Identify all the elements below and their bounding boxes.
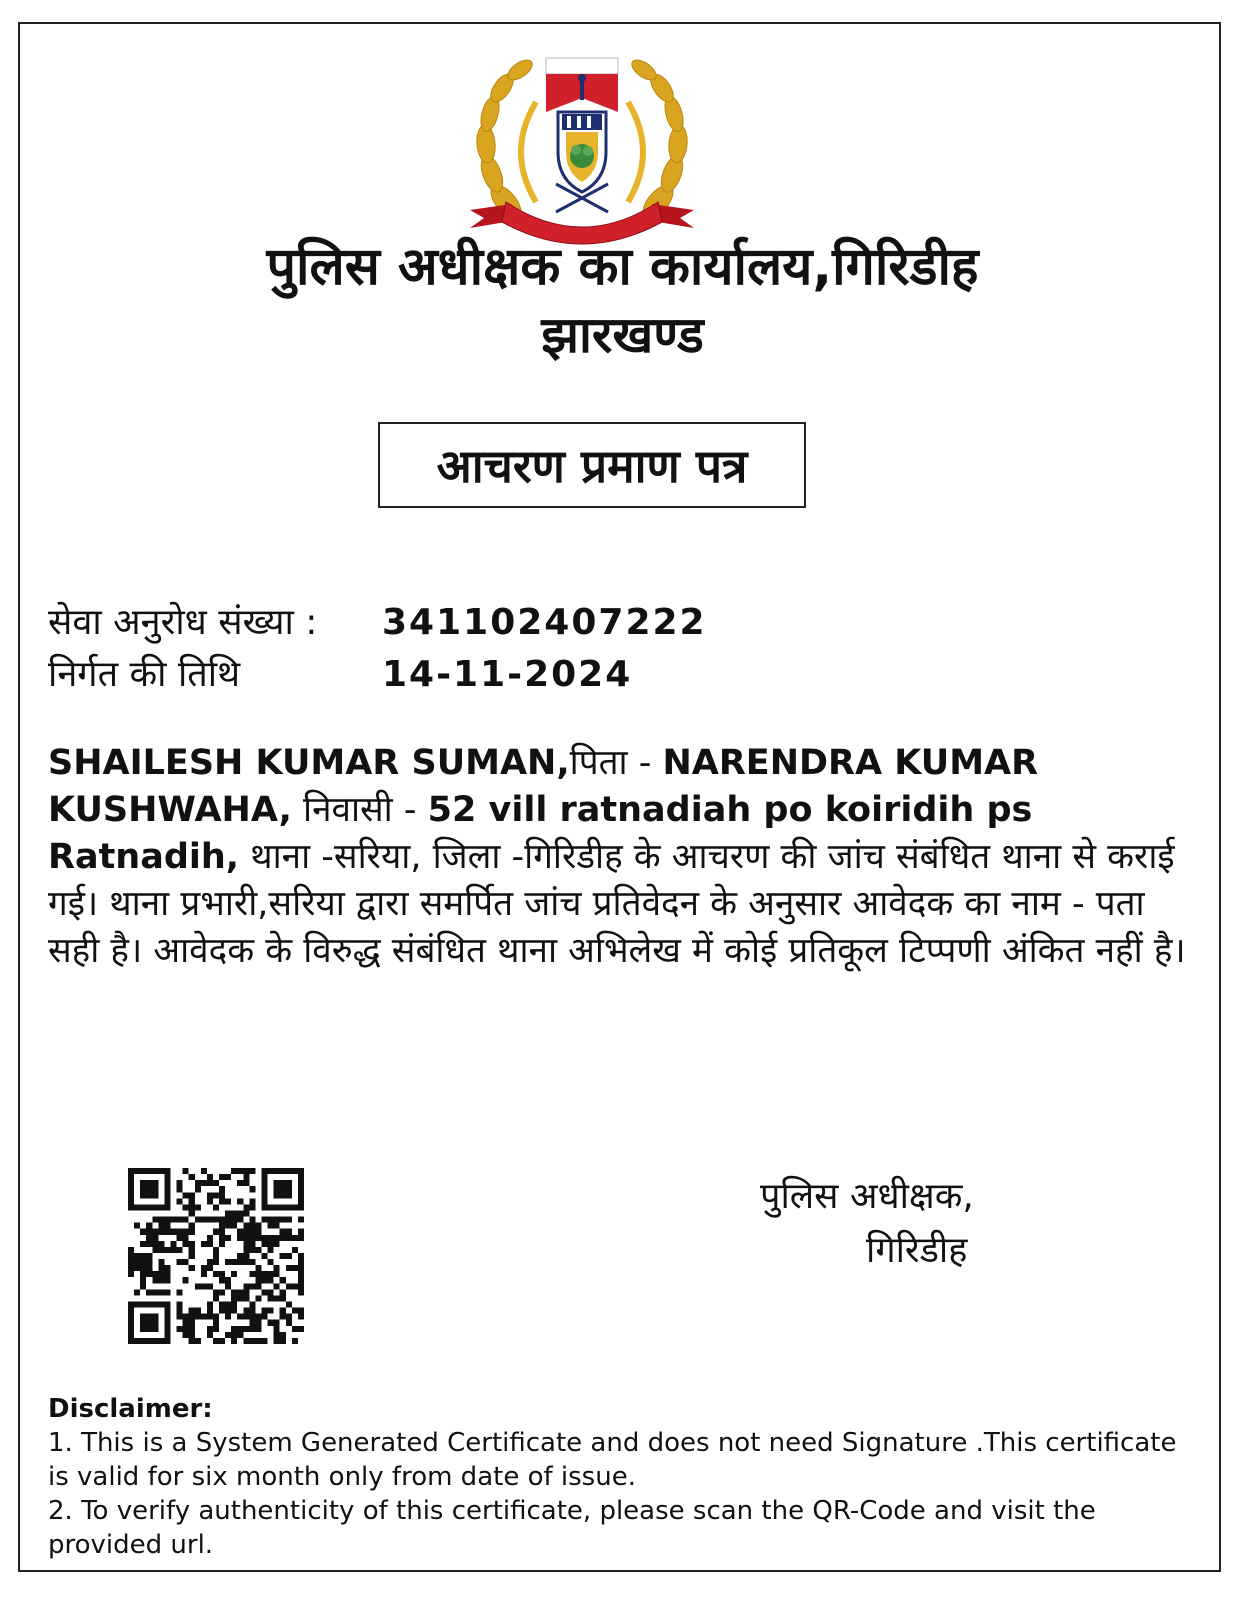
signatory-location: गिरिडीह	[866, 1230, 968, 1271]
service-request-number: 341102407222	[382, 602, 707, 643]
disclaimer-heading: Disclaimer:	[48, 1394, 213, 1424]
service-request-row	[48, 600, 707, 646]
service-request-label: सेवा अनुरोध संख्या :	[48, 602, 318, 643]
jharkhand-police-emblem	[466, 52, 698, 248]
office-title: पुलिस अधीक्षक का कार्यालय,गिरिडीह	[266, 237, 979, 297]
certificate-statement: थाना -सरिया, जिला -गिरिडीह के आचरण की जांच संबंधित थाना से कराई गई। थाना प्रभारी,सरिया द्वारा समर्पित जांच प्रतिवेदन के अनुसार आवेदक का नाम - पता सही है। आवेदक के विरुद्ध संबंधित थाना अभिलेख में कोई प्रतिकूल टिप्पणी अंकित नहीं है।	[48, 837, 1186, 971]
office-state: झारखण्ड	[541, 306, 704, 364]
certificate-title: आचरण प्रमाण पत्र	[436, 439, 748, 493]
father-label: पिता -	[569, 743, 663, 783]
applicant-address: 52 vill ratnadiah po koiridih ps Ratnadih,	[48, 790, 1033, 877]
issue-date-label: निर्गत की तिथि	[48, 654, 241, 695]
signatory-block	[760, 1170, 1080, 1278]
disclaimer-item-2: 2. To verify authenticity of this certificate, please scan the QR-Code and visit the provided url.	[48, 1496, 1096, 1560]
issue-date-value: 14-11-2024	[382, 654, 633, 695]
resident-label: निवासी -	[291, 790, 428, 830]
signatory-title: पुलिस अधीक्षक,	[760, 1176, 974, 1217]
father-name: NARENDRA KUMAR KUSHWAHA,	[48, 743, 1039, 830]
disclaimer	[48, 1392, 1198, 1562]
certificate-body	[48, 740, 1198, 975]
certificate-title-box	[378, 422, 806, 508]
issue-date-row	[48, 652, 632, 698]
applicant-name: SHAILESH KUMAR SUMAN,	[48, 743, 570, 783]
verification-qr-code[interactable]	[128, 1168, 304, 1344]
disclaimer-item-1: 1. This is a System Generated Certificate and does not need Signature .This certificate is valid for six month only from date of issue.	[48, 1428, 1177, 1492]
